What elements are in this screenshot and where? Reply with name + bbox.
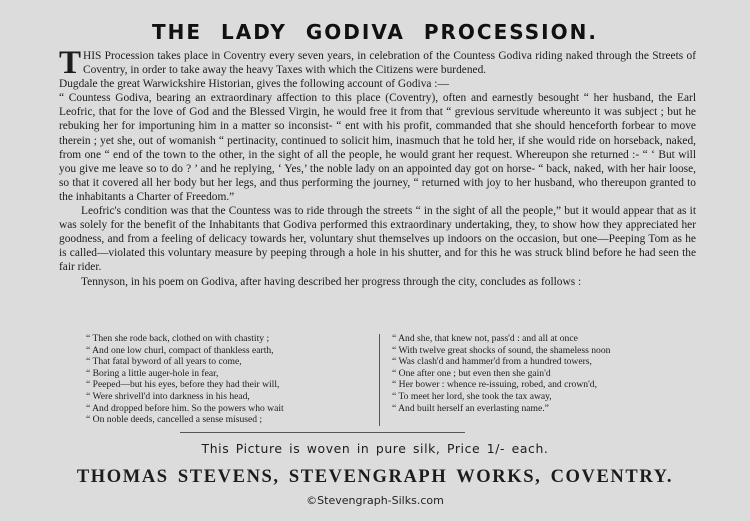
poem-line: “ Peeped—but his eyes, before they had their will, (86, 379, 280, 391)
document-body (59, 45, 696, 289)
intro-text: HIS Procession takes place in Coventry every seven years, in celebration of the Countess Godiva riding naked through the Streets of Coventry, in order to take away the heavy Taxes with which the Citizens were burdened. (83, 50, 696, 77)
poem-line: “ And she, that knew not, pass'd : and all at once (392, 333, 578, 344)
tennyson-intro: Tennyson, in his poem on Godiva, after having described her progress through the city, concludes as follows : (81, 275, 582, 288)
horizontal-rule (180, 432, 465, 433)
copyright-notice: ©Stevengraph-Silks.com (306, 494, 444, 507)
dugdale-quote: “ Countess Godiva, bearing an extraordinary affection to this place (Coventry), often and earnestly besought “ her husband, the Earl Leofric, that for the love of God and the Blessed Virgin, he would free it from that “ grevious servitude whereunto it was subject ; but he rebuking her for importuning him in a matter so inconsist- “ ent with his profit, commanded that she should henceforth forbear to move therein ; yet she, out of womanish “ pertinacity, continued to solicit him, inasmuch that he told her, if she would ride on horseback, naked, from one “ end of the town to the other, in the sight of all the people, he would grant her request. Whereupon she returned :- “ ‘ But will you give me leave so to do ? ’ and he replying, ‘ Yes,’ the noble lady on an appointed day got on horse- “ back, naked, with her hair loose, so that it covered all her body but her legs, and thus performing the journey, “ returned with joy to her husband, who thereupon granted to the inhabitants a Charter of Freedom.” (59, 92, 696, 203)
maker-line: THOMAS STEVENS, STEVENGRAPH WORKS, COVENTRY. (76, 467, 674, 487)
drop-cap: T (59, 45, 82, 81)
poem-line: “ And built herself an everlasting name.” (392, 402, 549, 414)
poem-line: “ Her bower : whence re-issuing, robed, and crown'd, (392, 379, 597, 391)
poem-line: “ Were shrivell'd into darkness in his head, (86, 390, 250, 402)
poem-column-left (86, 333, 376, 426)
poem-column-divider (379, 334, 380, 426)
page-title: THE LADY GODIVA PROCESSION. (152, 20, 598, 44)
leofric-paragraph: Leofric's condition was that the Countess was to ride through the streets “ in the sight of all the people,” but it would appear that as it was solely for the benefit of the Inhabitants that Godiva performed this extraordinary undertaking, they, to show how they appreciated her goodness, and from a feeling of delicacy towards her, voluntary shut themselves up indoors on the occasion, but one—Peeping Tom as he is called—violated this voluntary measure by peeping through a hole in his shutter, and for this he was struck blind before he had seen the fair rider. (59, 205, 696, 274)
poem-line: “ That fatal byword of all years to come, (86, 356, 242, 368)
dugdale-intro: Dugdale the great Warwickshire Historian, gives the following account of Godiva :— (59, 78, 449, 91)
price-line: This Picture is woven in pure silk, Price 1/- each. (201, 441, 549, 456)
poem-line: “ One after one ; but even then she gain'd (392, 367, 551, 379)
intro-paragraph (59, 45, 696, 81)
poem-line: “ With twelve great shocks of sound, the shameless noon (392, 344, 611, 356)
poem-line: “ And dropped before him. So the powers who wait (86, 402, 284, 414)
poem-column-right (392, 333, 682, 426)
poem-line: “ And one low churl, compact of thankless earth, (86, 344, 274, 356)
poem-line: “ Boring a little auger-hole in fear, (86, 367, 219, 379)
dugdale-quote-block (59, 91, 696, 204)
poem-line: “ On noble deeds, cancelled a sense misused ; (86, 414, 263, 426)
poem-line: “ Then she rode back, clothed on with chastity ; (86, 333, 270, 344)
poem-line: “ To meet her lord, she took the tax away, (392, 390, 552, 402)
poem (86, 333, 686, 426)
poem-line: “ Was clash'd and hammer'd from a hundred towers, (392, 356, 592, 368)
